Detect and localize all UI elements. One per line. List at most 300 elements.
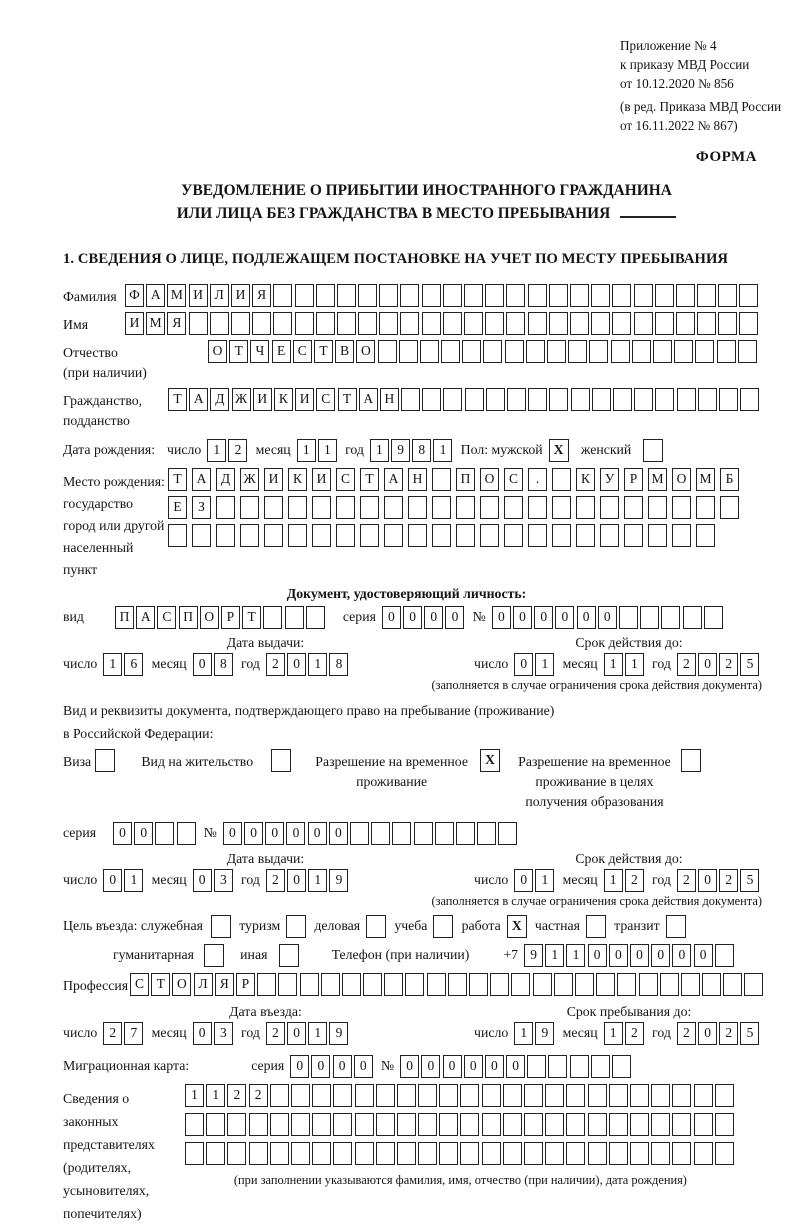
char-cell[interactable]: 0 [193,1022,212,1045]
char-cell[interactable] [600,524,619,547]
char-cell[interactable]: 1 [308,869,327,892]
char-cell[interactable] [441,340,460,363]
checkbox-cell[interactable] [95,749,115,772]
char-cell[interactable] [462,340,481,363]
char-cell[interactable]: Т [242,606,261,629]
char-cell[interactable] [316,312,335,335]
checkbox-cell[interactable]: X [507,915,527,938]
char-cell[interactable] [720,496,739,519]
char-cell[interactable] [744,973,763,996]
char-cell[interactable] [291,1142,310,1165]
char-cell[interactable]: 2 [228,439,247,462]
char-cell[interactable] [672,524,691,547]
char-cell[interactable]: Ж [240,468,259,491]
char-cell[interactable]: 7 [124,1022,143,1045]
char-cell[interactable] [216,524,235,547]
char-cell[interactable]: 0 [244,822,263,845]
char-cell[interactable]: А [189,388,208,411]
char-cell[interactable] [206,1142,225,1165]
char-cell[interactable] [336,496,355,519]
char-cell[interactable]: 0 [514,869,533,892]
char-cell[interactable]: 2 [625,869,644,892]
char-cell[interactable]: И [264,468,283,491]
char-cell[interactable]: 9 [535,1022,554,1045]
checkbox-cell[interactable]: X [549,439,569,462]
char-cell[interactable] [549,312,568,335]
char-cell[interactable] [482,1142,501,1165]
char-cell[interactable] [612,1055,631,1078]
char-cell[interactable]: 0 [492,606,511,629]
char-cell[interactable] [639,973,658,996]
char-cell[interactable] [609,1084,628,1107]
char-cell[interactable]: Л [210,284,229,307]
char-cell[interactable]: 2 [625,1022,644,1045]
char-cell[interactable]: 0 [287,1022,306,1045]
char-cell[interactable] [552,496,571,519]
char-cell[interactable]: Т [151,973,170,996]
char-cell[interactable]: 0 [223,822,242,845]
char-cell[interactable] [661,606,680,629]
char-cell[interactable] [210,312,229,335]
char-cell[interactable]: Ч [250,340,269,363]
char-cell[interactable] [503,1084,522,1107]
char-cell[interactable] [358,284,377,307]
char-cell[interactable]: 8 [214,653,233,676]
char-cell[interactable] [570,1055,589,1078]
checkbox-cell[interactable] [681,749,701,772]
char-cell[interactable] [270,1142,289,1165]
char-cell[interactable]: 0 [382,606,401,629]
char-cell[interactable]: Б [720,468,739,491]
char-cell[interactable] [566,1113,585,1136]
char-cell[interactable] [263,606,282,629]
char-cell[interactable]: 0 [403,606,422,629]
char-cell[interactable] [696,496,715,519]
char-cell[interactable] [295,312,314,335]
char-cell[interactable] [715,1142,734,1165]
char-cell[interactable] [486,388,505,411]
char-cell[interactable] [273,284,292,307]
char-cell[interactable] [696,524,715,547]
char-cell[interactable] [231,312,250,335]
char-cell[interactable] [360,524,379,547]
char-cell[interactable]: С [504,468,523,491]
char-cell[interactable] [480,496,499,519]
char-cell[interactable] [443,284,462,307]
char-cell[interactable] [653,340,672,363]
char-cell[interactable] [288,524,307,547]
char-cell[interactable]: 1 [370,439,389,462]
char-cell[interactable] [485,284,504,307]
char-cell[interactable] [528,312,547,335]
char-cell[interactable]: 1 [433,439,452,462]
char-cell[interactable] [655,284,674,307]
char-cell[interactable]: А [384,468,403,491]
char-cell[interactable]: 1 [318,439,337,462]
char-cell[interactable]: 2 [677,1022,696,1045]
char-cell[interactable]: Н [380,388,399,411]
char-cell[interactable] [588,1142,607,1165]
char-cell[interactable] [677,388,696,411]
char-cell[interactable] [630,1142,649,1165]
char-cell[interactable] [571,388,590,411]
char-cell[interactable] [617,973,636,996]
char-cell[interactable] [460,1113,479,1136]
char-cell[interactable]: Ж [232,388,251,411]
char-cell[interactable]: 2 [677,869,696,892]
char-cell[interactable]: 0 [598,606,617,629]
char-cell[interactable]: 0 [113,822,132,845]
char-cell[interactable] [715,944,734,967]
char-cell[interactable] [738,340,757,363]
char-cell[interactable]: 2 [103,1022,122,1045]
char-cell[interactable] [177,822,196,845]
char-cell[interactable]: 1 [514,1022,533,1045]
checkbox-cell[interactable]: X [480,749,500,772]
char-cell[interactable] [333,1084,352,1107]
checkbox-cell[interactable] [279,944,299,967]
char-cell[interactable]: 9 [329,869,348,892]
char-cell[interactable]: В [335,340,354,363]
char-cell[interactable]: Р [221,606,240,629]
char-cell[interactable] [355,1113,374,1136]
char-cell[interactable] [717,340,736,363]
char-cell[interactable] [376,1142,395,1165]
char-cell[interactable]: 1 [604,1022,623,1045]
char-cell[interactable]: А [136,606,155,629]
char-cell[interactable]: 0 [421,1055,440,1078]
char-cell[interactable]: 1 [535,653,554,676]
checkbox-cell[interactable] [271,749,291,772]
char-cell[interactable] [592,388,611,411]
char-cell[interactable] [588,1084,607,1107]
char-cell[interactable]: О [480,468,499,491]
char-cell[interactable]: 5 [740,869,759,892]
char-cell[interactable] [591,1055,610,1078]
char-cell[interactable] [337,284,356,307]
char-cell[interactable]: 1 [535,869,554,892]
char-cell[interactable] [660,973,679,996]
char-cell[interactable] [355,1142,374,1165]
char-cell[interactable] [480,524,499,547]
char-cell[interactable] [273,312,292,335]
char-cell[interactable]: И [295,388,314,411]
char-cell[interactable] [189,312,208,335]
char-cell[interactable]: 2 [266,1022,285,1045]
char-cell[interactable]: О [672,468,691,491]
char-cell[interactable] [681,973,700,996]
char-cell[interactable] [683,606,702,629]
char-cell[interactable]: 0 [694,944,713,967]
char-cell[interactable] [612,284,631,307]
char-cell[interactable] [420,340,439,363]
char-cell[interactable] [333,1113,352,1136]
char-cell[interactable]: 0 [555,606,574,629]
char-cell[interactable] [609,1142,628,1165]
char-cell[interactable]: И [253,388,272,411]
checkbox-cell[interactable] [666,915,686,938]
char-cell[interactable]: С [157,606,176,629]
char-cell[interactable] [504,496,523,519]
char-cell[interactable] [482,1113,501,1136]
char-cell[interactable]: 0 [287,869,306,892]
char-cell[interactable] [206,1113,225,1136]
char-cell[interactable]: 0 [464,1055,483,1078]
char-cell[interactable] [312,1084,331,1107]
char-cell[interactable]: 1 [206,1084,225,1107]
char-cell[interactable]: 0 [534,606,553,629]
char-cell[interactable] [439,1084,458,1107]
char-cell[interactable] [554,973,573,996]
char-cell[interactable]: 0 [698,1022,717,1045]
char-cell[interactable]: 2 [719,869,738,892]
char-cell[interactable] [694,1084,713,1107]
char-cell[interactable] [264,496,283,519]
char-cell[interactable] [216,496,235,519]
char-cell[interactable] [570,312,589,335]
char-cell[interactable] [695,340,714,363]
char-cell[interactable]: 0 [193,653,212,676]
char-cell[interactable]: Я [167,312,186,335]
char-cell[interactable] [490,973,509,996]
char-cell[interactable]: 1 [308,1022,327,1045]
char-cell[interactable] [526,340,545,363]
char-cell[interactable] [288,496,307,519]
char-cell[interactable] [227,1113,246,1136]
checkbox-cell[interactable] [643,439,663,462]
char-cell[interactable] [545,1113,564,1136]
char-cell[interactable] [624,524,643,547]
char-cell[interactable] [392,822,411,845]
char-cell[interactable] [634,284,653,307]
char-cell[interactable]: 0 [134,822,153,845]
char-cell[interactable] [443,388,462,411]
char-cell[interactable]: 0 [672,944,691,967]
char-cell[interactable] [549,284,568,307]
char-cell[interactable] [397,1113,416,1136]
char-cell[interactable] [227,1142,246,1165]
checkbox-cell[interactable] [433,915,453,938]
char-cell[interactable]: 0 [287,653,306,676]
char-cell[interactable] [566,1084,585,1107]
char-cell[interactable] [363,973,382,996]
char-cell[interactable]: Р [236,973,255,996]
char-cell[interactable] [524,1113,543,1136]
char-cell[interactable]: 0 [609,944,628,967]
char-cell[interactable] [739,284,758,307]
char-cell[interactable] [418,1113,437,1136]
char-cell[interactable]: 2 [266,869,285,892]
char-cell[interactable]: 8 [329,653,348,676]
char-cell[interactable] [270,1113,289,1136]
checkbox-cell[interactable] [366,915,386,938]
char-cell[interactable] [422,312,441,335]
char-cell[interactable] [527,1055,546,1078]
char-cell[interactable] [575,973,594,996]
char-cell[interactable] [321,973,340,996]
char-cell[interactable] [596,973,615,996]
char-cell[interactable]: 0 [577,606,596,629]
char-cell[interactable] [630,1084,649,1107]
char-cell[interactable]: К [274,388,293,411]
char-cell[interactable] [549,388,568,411]
char-cell[interactable]: Е [272,340,291,363]
char-cell[interactable] [570,284,589,307]
char-cell[interactable]: 0 [651,944,670,967]
char-cell[interactable]: С [293,340,312,363]
char-cell[interactable] [719,388,738,411]
char-cell[interactable]: Ф [125,284,144,307]
char-cell[interactable] [702,973,721,996]
char-cell[interactable] [588,1113,607,1136]
char-cell[interactable]: 1 [308,653,327,676]
char-cell[interactable]: 0 [103,869,122,892]
char-cell[interactable] [528,388,547,411]
char-cell[interactable] [524,1084,543,1107]
char-cell[interactable] [312,524,331,547]
char-cell[interactable]: 0 [588,944,607,967]
char-cell[interactable] [718,312,737,335]
char-cell[interactable] [589,340,608,363]
char-cell[interactable] [511,973,530,996]
char-cell[interactable]: 0 [698,869,717,892]
char-cell[interactable] [612,312,631,335]
char-cell[interactable] [399,340,418,363]
char-cell[interactable] [456,496,475,519]
char-cell[interactable]: 2 [719,1022,738,1045]
char-cell[interactable]: П [456,468,475,491]
char-cell[interactable] [405,973,424,996]
char-cell[interactable] [408,524,427,547]
char-cell[interactable] [505,340,524,363]
char-cell[interactable]: 2 [719,653,738,676]
char-cell[interactable] [249,1113,268,1136]
char-cell[interactable] [168,524,187,547]
char-cell[interactable] [697,284,716,307]
char-cell[interactable] [427,973,446,996]
char-cell[interactable] [503,1142,522,1165]
char-cell[interactable]: С [336,468,355,491]
char-cell[interactable] [336,524,355,547]
char-cell[interactable]: О [172,973,191,996]
char-cell[interactable]: 0 [354,1055,373,1078]
checkbox-cell[interactable] [586,915,606,938]
char-cell[interactable] [291,1113,310,1136]
char-cell[interactable] [400,284,419,307]
char-cell[interactable] [718,284,737,307]
char-cell[interactable]: 0 [333,1055,352,1078]
char-cell[interactable] [566,1142,585,1165]
char-cell[interactable]: 1 [604,653,623,676]
char-cell[interactable] [397,1084,416,1107]
char-cell[interactable] [547,340,566,363]
char-cell[interactable] [552,468,571,491]
char-cell[interactable]: П [179,606,198,629]
char-cell[interactable]: С [316,388,335,411]
char-cell[interactable] [740,388,759,411]
char-cell[interactable] [591,284,610,307]
char-cell[interactable] [240,524,259,547]
char-cell[interactable] [384,496,403,519]
char-cell[interactable] [704,606,723,629]
char-cell[interactable] [460,1142,479,1165]
char-cell[interactable] [507,388,526,411]
char-cell[interactable]: 0 [506,1055,525,1078]
char-cell[interactable] [422,284,441,307]
char-cell[interactable]: 5 [740,1022,759,1045]
char-cell[interactable] [376,1113,395,1136]
char-cell[interactable] [630,1113,649,1136]
char-cell[interactable] [469,973,488,996]
char-cell[interactable] [264,524,283,547]
char-cell[interactable] [376,1084,395,1107]
char-cell[interactable]: М [648,468,667,491]
char-cell[interactable]: Т [168,468,187,491]
char-cell[interactable] [408,496,427,519]
char-cell[interactable]: 0 [630,944,649,967]
char-cell[interactable] [611,340,630,363]
char-cell[interactable] [456,822,475,845]
char-cell[interactable]: 2 [266,653,285,676]
char-cell[interactable]: К [576,468,595,491]
char-cell[interactable]: 1 [545,944,564,967]
char-cell[interactable] [270,1084,289,1107]
char-cell[interactable] [257,973,276,996]
char-cell[interactable] [355,1084,374,1107]
char-cell[interactable] [672,1113,691,1136]
char-cell[interactable] [400,312,419,335]
char-cell[interactable] [384,524,403,547]
char-cell[interactable]: А [192,468,211,491]
char-cell[interactable] [619,606,638,629]
char-cell[interactable] [697,312,716,335]
char-cell[interactable]: М [167,284,186,307]
char-cell[interactable]: 0 [311,1055,330,1078]
char-cell[interactable] [651,1084,670,1107]
char-cell[interactable]: 0 [514,653,533,676]
char-cell[interactable]: . [528,468,547,491]
char-cell[interactable] [715,1084,734,1107]
char-cell[interactable] [397,1142,416,1165]
char-cell[interactable]: 9 [391,439,410,462]
char-cell[interactable]: 0 [329,822,348,845]
char-cell[interactable] [672,1142,691,1165]
char-cell[interactable] [506,284,525,307]
char-cell[interactable] [648,496,667,519]
char-cell[interactable]: Т [168,388,187,411]
char-cell[interactable] [648,524,667,547]
char-cell[interactable] [435,822,454,845]
char-cell[interactable] [634,388,653,411]
char-cell[interactable]: М [146,312,165,335]
char-cell[interactable]: 1 [625,653,644,676]
char-cell[interactable]: 0 [290,1055,309,1078]
char-cell[interactable]: К [288,468,307,491]
char-cell[interactable]: 0 [308,822,327,845]
checkbox-cell[interactable] [286,915,306,938]
char-cell[interactable] [312,1142,331,1165]
char-cell[interactable] [439,1113,458,1136]
char-cell[interactable] [672,496,691,519]
char-cell[interactable] [651,1113,670,1136]
char-cell[interactable]: 0 [485,1055,504,1078]
char-cell[interactable] [432,524,451,547]
char-cell[interactable] [240,496,259,519]
char-cell[interactable]: Л [194,973,213,996]
char-cell[interactable] [185,1142,204,1165]
char-cell[interactable] [360,496,379,519]
char-cell[interactable] [384,973,403,996]
